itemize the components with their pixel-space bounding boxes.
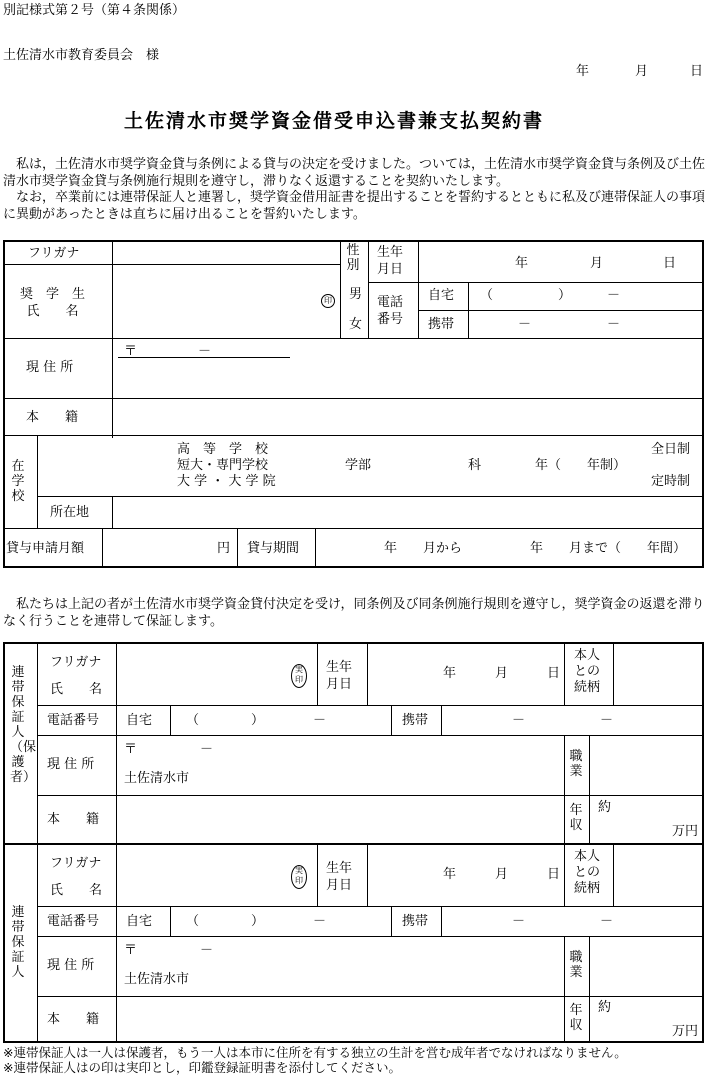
guarantor2-address-label: 現 住 所: [47, 958, 95, 973]
fulltime-option[interactable]: 全日制: [651, 442, 691, 457]
guarantor2-postal-mark: 〒: [124, 943, 138, 958]
guarantor1-relation-input[interactable]: [615, 645, 702, 703]
guarantor2-mobile-label: 携帯: [402, 914, 429, 929]
applicant-name-label: 奨 学 生 氏 名: [20, 287, 86, 319]
guarantor1-city: 土佐清水市: [124, 771, 190, 786]
guarantor2-income-unit: 万円: [672, 1024, 699, 1039]
mobile-phone-dash-2: －: [607, 317, 621, 332]
birth-year-unit: 年: [515, 256, 529, 271]
addressee: 土佐清水市教育委員会 様: [3, 48, 160, 63]
faculty-label: 学部: [345, 458, 372, 473]
guarantor2-address-input[interactable]: [118, 938, 562, 994]
guarantor1-name-label: 氏 名: [50, 682, 103, 697]
date-day: 日: [690, 64, 704, 79]
guarantor2-home-dash: －: [313, 914, 327, 929]
guarantor1-job-input[interactable]: [591, 737, 702, 793]
guarantor2-side-label: 連帯保証人: [11, 905, 25, 980]
home-phone-label: 自宅: [428, 288, 455, 303]
guarantor1-income-approx: 約: [598, 800, 612, 815]
seal-icon: 印: [321, 294, 335, 308]
guarantor2-relation-input[interactable]: [615, 846, 702, 904]
guarantor1-postal-mark: 〒: [124, 742, 138, 757]
year-label: 年（ 年制）: [535, 458, 627, 473]
mobile-phone-label: 携帯: [428, 317, 455, 332]
guarantor1-birth-input[interactable]: 年 月 日: [443, 666, 561, 681]
guarantor2-city: 土佐清水市: [124, 972, 190, 987]
period-from[interactable]: 年 月から: [384, 541, 463, 556]
seal-icon: 実印: [291, 865, 307, 889]
guarantor1-mobile-dash-2: －: [600, 713, 614, 728]
birthdate-label: 生年月日: [377, 245, 404, 277]
guarantor1-mobile-dash-1: －: [512, 713, 526, 728]
guarantor1-home-label: 自宅: [126, 713, 153, 728]
honseki-label: 本 籍: [26, 410, 79, 425]
page-title: 土佐清水市奨学資金借受申込書兼支払契約書: [124, 110, 545, 132]
note-2: ※連帯保証人はの印は実印とし，印鑑登録証明書を添付してください。: [3, 1060, 401, 1075]
guarantor1-postal-dash: －: [200, 742, 214, 757]
home-phone-dash: －: [607, 288, 621, 303]
applicant-name-input[interactable]: [114, 268, 319, 334]
guarantor1-address-label: 現 住 所: [47, 757, 95, 772]
guarantor2-job-label: 職業: [569, 950, 583, 980]
applicant-furigana-input[interactable]: [114, 244, 338, 262]
guarantor1-income-label: 年収: [569, 803, 583, 833]
school-type-university[interactable]: 大 学 ・ 大 学 院: [177, 474, 276, 489]
guarantor1-phone-label: 電話番号: [47, 713, 100, 728]
school-type-college[interactable]: 短大・専門学校: [177, 458, 269, 473]
guarantor2-relation-label: 本人との続柄: [574, 849, 601, 896]
amount-yen: 円: [217, 541, 231, 556]
phone-label: 電話番号: [377, 295, 404, 327]
amount-label: 貸与申請月額: [6, 541, 85, 556]
guarantor2-mobile-dash-2: －: [600, 914, 614, 929]
guarantor1-furigana-label: フリガナ: [50, 655, 102, 670]
guarantor2-home-input[interactable]: （ ）: [186, 914, 265, 929]
guarantor2-mobile-dash-1: －: [512, 914, 526, 929]
guarantor2-phone-label: 電話番号: [47, 914, 100, 929]
guarantor2-birth-input[interactable]: 年 月 日: [443, 867, 561, 882]
guarantor2-name-input[interactable]: [118, 846, 288, 904]
date-year: 年: [576, 64, 590, 79]
guarantor2-income-approx: 約: [598, 1000, 612, 1015]
guarantor1-side-label: 連帯保証人（保護者）: [10, 665, 37, 785]
guarantor1-home-input[interactable]: （ ）: [186, 713, 265, 728]
guarantor2-furigana-label: フリガナ: [50, 856, 102, 871]
period-to[interactable]: 年 月まで（ 年間）: [530, 541, 687, 556]
guarantor2-birth-label: 生年月日: [326, 861, 353, 893]
sex-female-option[interactable]: 女: [349, 317, 363, 332]
school-label: 在学校: [11, 459, 25, 504]
mobile-phone-dash-1: －: [518, 317, 532, 332]
guarantee-paragraph: 私たちは上記の者が土佐清水市奨学資金貸付決定を受け，同条例及び同条例施行規則を遵守し，奨学資金の返還を滞りなく行うことを連帯して保証します。: [3, 597, 705, 629]
intro-paragraph-1: 私は，土佐清水市奨学資金貸与条例による貸与の決定を受けました。ついては，土佐清水市奨学資金貸与条例及び土佐清水市奨学資金貸与条例施行規則を遵守し，滞りなく返還することを契約いたします。: [3, 157, 706, 189]
address-input[interactable]: [114, 360, 702, 396]
location-input[interactable]: [114, 498, 702, 526]
guarantor1-home-dash: －: [313, 713, 327, 728]
school-type-high[interactable]: 高 等 学 校: [177, 442, 269, 457]
address-label: 現 住 所: [26, 360, 74, 375]
postal-dash: －: [198, 344, 212, 359]
department-label: 科: [468, 458, 482, 473]
form-number: 別記様式第２号（第４条関係）: [3, 3, 186, 18]
guarantor1-honseki-input[interactable]: [118, 797, 562, 841]
guarantor1-birth-label: 生年月日: [326, 660, 353, 692]
guarantor1-income-unit: 万円: [672, 824, 699, 839]
guarantor1-name-input[interactable]: [118, 645, 288, 703]
parttime-option[interactable]: 定時制: [651, 474, 691, 489]
guarantor1-relation-label: 本人との続柄: [574, 648, 601, 695]
home-phone-input[interactable]: （ ）: [480, 288, 572, 303]
period-label: 貸与期間: [247, 541, 300, 556]
guarantor2-job-input[interactable]: [591, 938, 702, 994]
guarantor2-home-label: 自宅: [126, 914, 153, 929]
sex-male-option[interactable]: 男: [349, 287, 363, 302]
guarantor1-job-label: 職業: [569, 749, 583, 779]
note-1: ※連帯保証人は一人は保護者，もう一人は本市に住所を有する独立の生計を営む成年者でなければなりません。: [3, 1045, 627, 1060]
postal-mark: 〒: [124, 344, 138, 359]
guarantor2-income-label: 年収: [569, 1003, 583, 1033]
guarantor1-mobile-label: 携帯: [402, 713, 429, 728]
honseki-input[interactable]: [114, 400, 702, 434]
guarantor2-honseki-input[interactable]: [118, 998, 562, 1041]
guarantor2-honseki-label: 本 籍: [47, 1012, 100, 1027]
date-month: 月: [635, 64, 649, 79]
birth-day-unit: 日: [663, 256, 677, 271]
intro-paragraph-2: なお，卒業前には連帯保証人と連署し，奨学資金借用証書を提出することを誓約するとともに私及び連帯保証人の事項に異動があったときは直ちに届け出ることを誓約いたします。: [3, 190, 706, 222]
guarantor1-address-input[interactable]: [118, 737, 562, 793]
guarantor1-honseki-label: 本 籍: [47, 812, 100, 827]
guarantor2-name-label: 氏 名: [50, 883, 103, 898]
birth-month-unit: 月: [590, 256, 604, 271]
guarantor2-postal-dash: －: [200, 943, 214, 958]
location-label: 所在地: [50, 505, 90, 520]
sex-label: 性別: [346, 243, 360, 273]
amount-input[interactable]: [104, 531, 214, 566]
applicant-furigana-label: フリガナ: [28, 246, 80, 261]
seal-icon: 実印: [291, 664, 307, 688]
